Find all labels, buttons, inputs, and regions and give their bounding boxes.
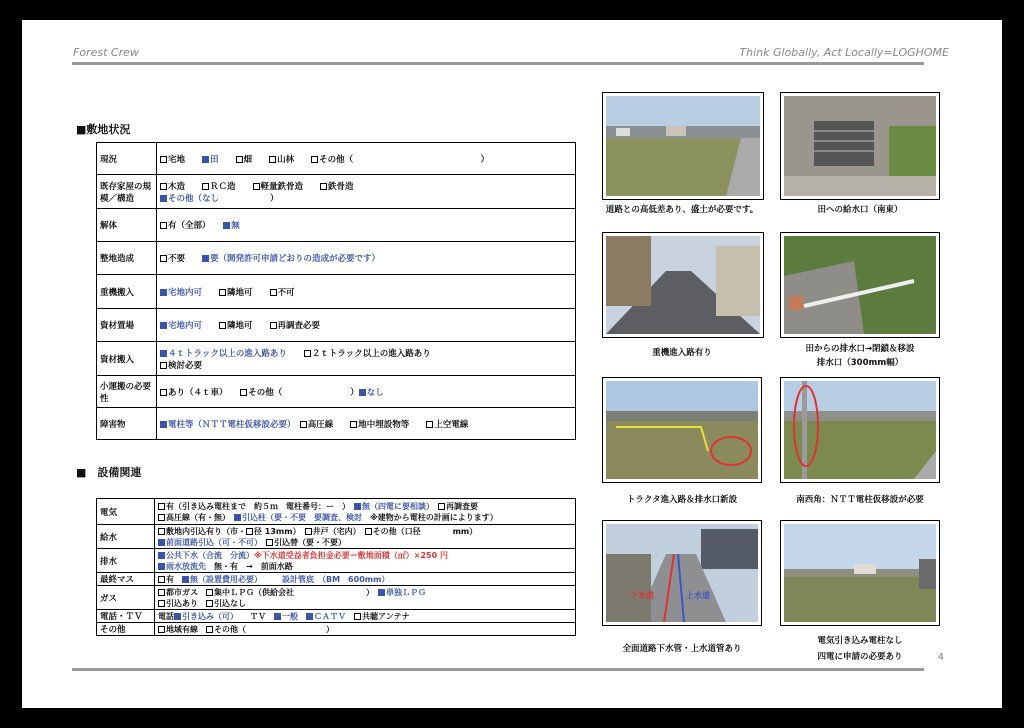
sewer-tag: 下水道 bbox=[630, 591, 654, 600]
water-tag: 上水道 bbox=[686, 591, 710, 600]
photo-caption-line2: 排水口（300mm幅） bbox=[816, 358, 904, 368]
row-label: 解体 bbox=[97, 209, 157, 242]
row-label: 電話・ＴＶ bbox=[97, 610, 155, 623]
table-row bbox=[97, 549, 576, 573]
photo-caption: 電気引き込み電柱なし bbox=[817, 636, 903, 646]
row-label: 給水 bbox=[97, 525, 155, 549]
header-right: Think Globally, Act Locally=LOGHOME bbox=[739, 46, 949, 59]
row-content: 不要 要（開発許可申請どおりの造成が必要です） bbox=[157, 242, 576, 275]
table-row bbox=[97, 376, 576, 408]
header-left: Forest Crew bbox=[73, 46, 139, 59]
section-title-site: ■敷地状況 bbox=[76, 123, 131, 136]
table-row bbox=[97, 610, 576, 623]
row-label: 小運搬の必要性 bbox=[97, 376, 157, 408]
photo-road-level bbox=[602, 92, 764, 200]
table-row bbox=[97, 499, 576, 525]
photo-heavy-machinery-road bbox=[602, 232, 764, 338]
table-row bbox=[97, 573, 576, 586]
photo-caption: 全面道路下水管・上水道管あり bbox=[622, 644, 742, 654]
row-content: 木造 ＲＣ造 軽量鉄骨造 鉄骨造 その他（なし ） bbox=[157, 175, 576, 209]
row-label: 資材置場 bbox=[97, 309, 157, 342]
table-row bbox=[97, 209, 576, 242]
table-row bbox=[97, 242, 576, 275]
row-content: 電柱等（ＮＴＴ電柱仮移設必要） 高圧線 地中埋設物等 上空電線 bbox=[157, 408, 576, 440]
table-row bbox=[97, 525, 576, 549]
photo-caption-line2: 四電に申請の必要あり bbox=[817, 652, 903, 662]
table-row bbox=[97, 175, 576, 209]
row-label: 重機搬入 bbox=[97, 275, 157, 309]
row-content: 有 無（設置費用必要） 設計管底 （BM 600mm） bbox=[155, 573, 576, 586]
row-label: 整地造成 bbox=[97, 242, 157, 275]
row-content: 有（全部） 無 bbox=[157, 209, 576, 242]
row-content: 有（引き込み電柱まで 約５ｍ 電柱番号：ー ） 無（四電に要相談） 再調査要 高圧線（有・無） 引込柱（要・不要 要調査、検討 ※建物から電柱の計画によります） bbox=[155, 499, 576, 525]
photo-drain-outlet bbox=[780, 232, 940, 338]
photo-caption: 重機進入路有り bbox=[652, 348, 712, 358]
row-content: 都市ガス 集中ＬＰＧ（供給会社 ） 単独ＬＰＧ 引込あり 引込なし bbox=[155, 586, 576, 610]
photo-water-inlet bbox=[780, 92, 940, 200]
row-label: 資材搬入 bbox=[97, 342, 157, 376]
table-row bbox=[97, 309, 576, 342]
table-row bbox=[97, 275, 576, 309]
table-row bbox=[97, 586, 576, 610]
header-rule bbox=[72, 62, 924, 65]
photo-caption: トラクタ進入路＆排水口新設 bbox=[626, 495, 738, 505]
photo-caption: 田からの排水口→閉鎖＆移設 bbox=[805, 344, 915, 354]
row-label: その他 bbox=[97, 623, 155, 636]
photo-caption: 南西角：ＮＴＴ電柱仮移設が必要 bbox=[796, 495, 924, 505]
row-content: 電話 引き込み（可） ＴＶ 一般 ＣＡＴＶ 共聴アンテナ bbox=[155, 610, 576, 623]
photo-no-utility-pole bbox=[780, 520, 940, 626]
row-content: 宅地内可 隣地可 不可 bbox=[157, 275, 576, 309]
row-content: 地域有線 その他（ ） bbox=[155, 623, 576, 636]
page-number: 4 bbox=[937, 652, 944, 663]
row-label: 現況 bbox=[97, 143, 157, 175]
table-row bbox=[97, 623, 576, 636]
row-label: 排水 bbox=[97, 549, 155, 573]
row-content: 敷地内引込有り（市・ 径 13mm） 井戸（宅内） その他（口径 mm） 前面道路引込（可・不可） 引込替（要・不要） bbox=[155, 525, 576, 549]
row-content: 宅地内可 隣地可 再調査必要 bbox=[157, 309, 576, 342]
row-label: 電気 bbox=[97, 499, 155, 525]
row-label: 最終マス bbox=[97, 573, 155, 586]
row-content: 公共下水（合流 分流）※下水道受益者負担金必要＝敷地面積（㎡）×250 円 雨水放流先 無・有 → 前面水路 bbox=[155, 549, 576, 573]
photo-sewer-water-pipe bbox=[602, 520, 762, 626]
table-row bbox=[97, 408, 576, 440]
photo-tractor-access bbox=[602, 377, 762, 483]
photo-caption: 田への給水口（南東） bbox=[817, 205, 903, 215]
row-content: あり（４ｔ車） その他（ ） なし bbox=[157, 376, 576, 408]
row-content: ４ｔトラック以上の進入路あり ２ｔトラック以上の進入路あり 検討必要 bbox=[157, 342, 576, 376]
photo-ntt-pole bbox=[780, 377, 940, 483]
table-row bbox=[97, 342, 576, 376]
row-label: 障害物 bbox=[97, 408, 157, 440]
site-table bbox=[96, 142, 576, 440]
row-label: ガス bbox=[97, 586, 155, 610]
row-content: 宅地 田 畑 山林 その他（ ） bbox=[157, 143, 576, 175]
section-title-facilities: ■ 設備関連 bbox=[76, 466, 142, 479]
photo-caption: 道路との高低差あり、盛土が必要です。 bbox=[605, 205, 759, 215]
table-row bbox=[97, 143, 576, 175]
footer-rule bbox=[72, 668, 924, 671]
row-label: 既存家屋の規模／構造 bbox=[97, 175, 157, 209]
facilities-table bbox=[96, 498, 576, 636]
